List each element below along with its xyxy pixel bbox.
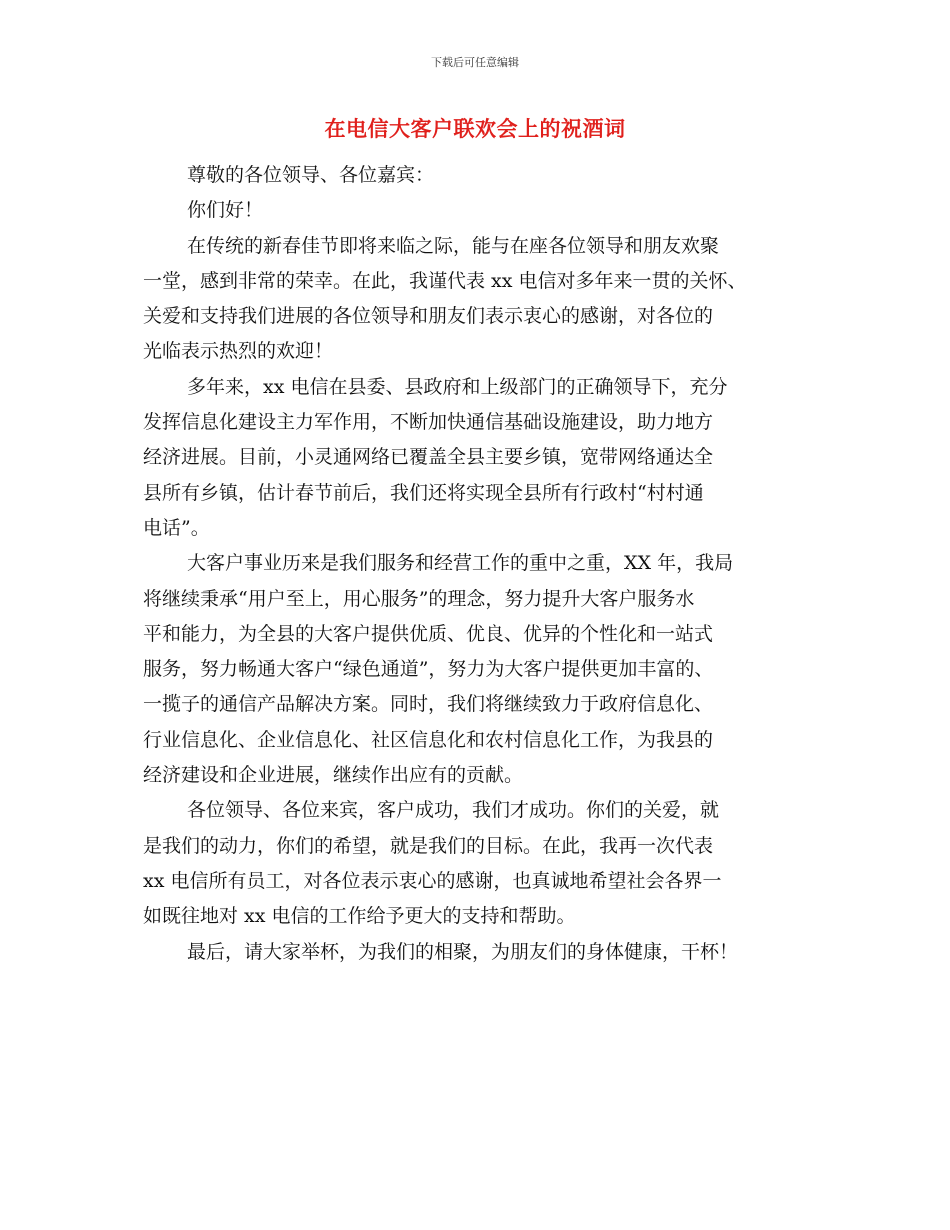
paragraph-line: 经济进展。目前，小灵通网络已覆盖全县主要乡镇，宽带网络通达全: [143, 446, 714, 469]
paragraph-line: 各位领导、各位来宾，客户成功，我们才成功。你们的关爱，就: [187, 799, 720, 822]
salutation: 尊敬的各位领导、各位嘉宾：: [187, 164, 435, 186]
document-body: [143, 158, 823, 970]
paragraph-line: 光临表示热烈的欢迎！: [143, 340, 334, 363]
paragraph-line: 在传统的新春佳节即将来临之际，能与在座各位领导和朋友欢聚: [187, 234, 720, 257]
paragraph-line: 一堂，感到非常的荣幸。在此，我谨代表 xx 电信对多年来一贯的关怀、: [143, 269, 747, 292]
paragraph-line: 县所有乡镇，估计春节前后，我们还将实现全县所有行政村“村村通: [143, 481, 704, 504]
paragraph-line: xx 电信所有员工，对各位表示衷心的感谢，也真诚地希望社会各界一: [143, 869, 722, 892]
paragraph-line: 关爱和支持我们进展的各位领导和朋友们表示衷心的感谢，对各位的: [143, 305, 714, 328]
paragraph-line: 经济建设和企业进展，继续作出应有的贡献。: [143, 764, 524, 787]
closing-toast: 最后，请大家举杯，为我们的相聚，为朋友们的身体健康，干杯！: [187, 940, 739, 963]
paragraph-line: 大客户事业历来是我们服务和经营工作的重中之重，XX 年，我局: [187, 552, 734, 575]
paragraph-line: 如既往地对 xx 电信的工作给予更大的支持和帮助。: [143, 905, 576, 928]
paragraph-line: 发挥信息化建设主力军作用，不断加快通信基础设施建设，助力地方: [143, 411, 714, 434]
paragraph-line: 是我们的动力，你们的希望，就是我们的目标。在此，我再一次代表: [143, 834, 714, 857]
greeting: 你们好！: [187, 199, 264, 222]
paragraph-line: 一揽子的通信产品解决方案。同时，我们将继续致力于政府信息化、: [143, 693, 714, 716]
paragraph-line: 将继续秉承“用户至上，用心服务”的理念，努力提升大客户服务水: [143, 587, 695, 610]
header-note: 下载后可任意编辑: [431, 56, 519, 69]
paragraph-line: 多年来，xx 电信在县委、县政府和上级部门的正确领导下，充分: [187, 375, 728, 398]
document-title: 在电信大客户联欢会上的祝酒词: [324, 116, 626, 141]
paragraph-line: 服务，努力畅通大客户“绿色通道”，努力为大客户提供更加丰富的、: [143, 658, 714, 681]
paragraph-line: 行业信息化、企业信息化、社区信息化和农村信息化工作，为我县的: [143, 728, 714, 751]
paragraph-line: 电话”。: [143, 516, 210, 539]
paragraph-line: 平和能力，为全县的大客户提供优质、优良、优异的个性化和一站式: [143, 622, 714, 645]
